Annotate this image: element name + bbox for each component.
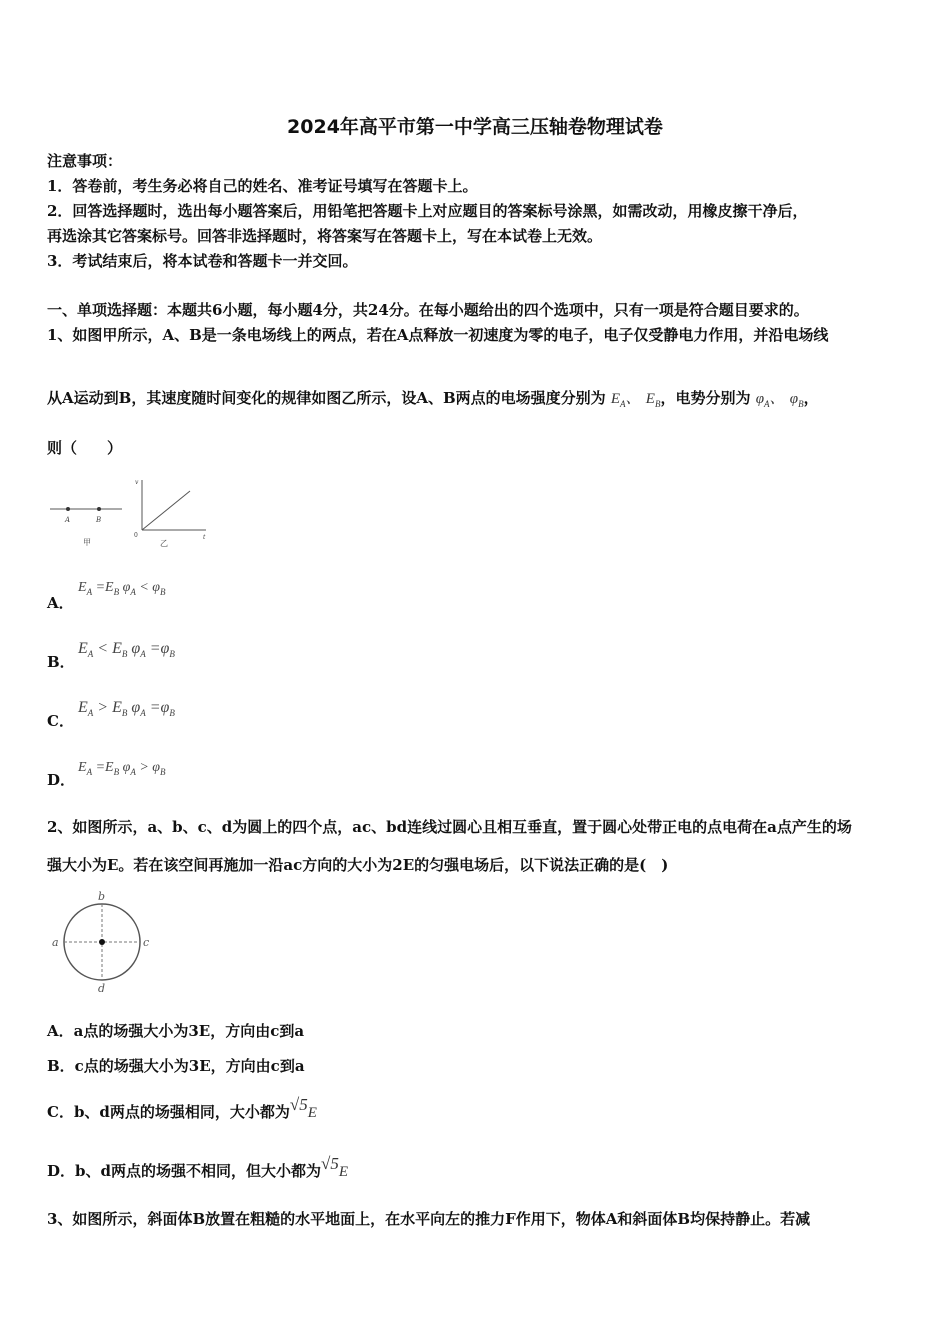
svg-text:b: b	[98, 890, 106, 903]
q2-circle-figure	[48, 888, 156, 996]
svg-text:a: a	[52, 936, 59, 949]
svg-text:t: t	[203, 534, 206, 541]
q1-phib-symbol: $\varphi_B$	[789, 391, 804, 409]
q1-phia-symbol: $\varphi_A$	[755, 391, 770, 409]
q1-ea-symbol: $E_A$	[610, 391, 626, 409]
q1-figure-yi	[130, 474, 215, 550]
q2-line2: 强大小为E。若在该空间再施加一沿ac方向的大小为2E的匀强电场后，以下说法正确的是( )	[47, 856, 669, 874]
notice-item-1: 1．答卷前，考生务必将自己的姓名、准考证号填写在答题卡上。	[47, 177, 478, 195]
q1-line1: 1、如图甲所示，A、B是一条电场线上的两点，若在A点释放一初速度为零的电子，电子仅受静电力作用，并沿电场线	[47, 326, 829, 344]
q2-line1: 2、如图所示，a、b、c、d为圆上的四个点，ac、bd连线过圆心且相互垂直，置于圆心处带正电的点电荷在a点产生的场	[47, 818, 852, 836]
q1-option-c-label: C．	[47, 712, 74, 730]
q1-option-b-label: B．	[47, 653, 75, 671]
q1-option-b-math: $E_A < E_B$ $\varphi_A =\varphi_B$	[78, 640, 175, 659]
q2-option-b: B．c点的场强大小为3E，方向由c到a	[47, 1057, 305, 1075]
q1-option-a-math: $E_A =E_B$ $\varphi_A < \varphi_B$	[78, 580, 166, 597]
svg-text:甲: 甲	[83, 538, 91, 547]
svg-text:B: B	[96, 516, 102, 524]
q1-option-d-math: $E_A =E_B$ $\varphi_A > \varphi_B$	[78, 760, 166, 777]
notice-item-3: 3．考试结束后，将本试卷和答题卡一并交回。	[47, 252, 358, 270]
q1-eb-symbol: $E_B$	[645, 391, 661, 409]
q1-line2: 从A运动到B，其速度随时间变化的规律如图乙所示，设A、B两点的电场强度分别为 $E_A$、 $E_B$，电势分别为 $\varphi_A$、 $\varphi_B$，	[47, 389, 819, 409]
notice-item-2: 2．回答选择题时，选出每小题答案后，用铅笔把答题卡上对应题目的答案标号涂黑，如需改动，用橡皮擦干净后，	[47, 202, 808, 220]
q2-option-d: D．b、d两点的场强不相同，但大小都为√5E	[47, 1154, 349, 1180]
q3-line1: 3、如图所示，斜面体B放置在粗糙的水平地面上，在水平向左的推力F作用下，物体A和斜面体B均保持静止。若减	[47, 1210, 811, 1228]
svg-text:乙: 乙	[160, 539, 168, 548]
svg-text:v: v	[135, 479, 139, 486]
q1-option-d-label: D．	[47, 771, 76, 789]
notice-heading: 注意事项：	[47, 152, 123, 170]
q1-line3: 则（ ）	[47, 439, 123, 457]
svg-text:0: 0	[134, 532, 138, 539]
svg-text:d: d	[98, 982, 106, 995]
section-heading: 一、单项选择题：本题共6小题，每小题4分，共24分。在每小题给出的四个选项中，只有一项是符合题目要求的。	[47, 301, 809, 319]
q1-figure-jia	[46, 495, 126, 550]
q2-option-c: C．b、d两点的场强相同，大小都为√5E	[47, 1095, 317, 1121]
q2-option-a: A．a点的场强大小为3E，方向由c到a	[47, 1022, 305, 1040]
q1-option-a-label: A．	[47, 594, 74, 612]
page-title: 2024年高平市第一中学高三压轴卷物理试卷	[287, 116, 663, 138]
svg-text:A: A	[65, 516, 71, 524]
svg-text:c: c	[143, 936, 150, 949]
q1-option-c-math: $E_A > E_B$ $\varphi_A =\varphi_B$	[78, 699, 175, 718]
notice-item-2-cont: 再选涂其它答案标号。回答非选择题时，将答案写在答题卡上，写在本试卷上无效。	[47, 227, 603, 245]
